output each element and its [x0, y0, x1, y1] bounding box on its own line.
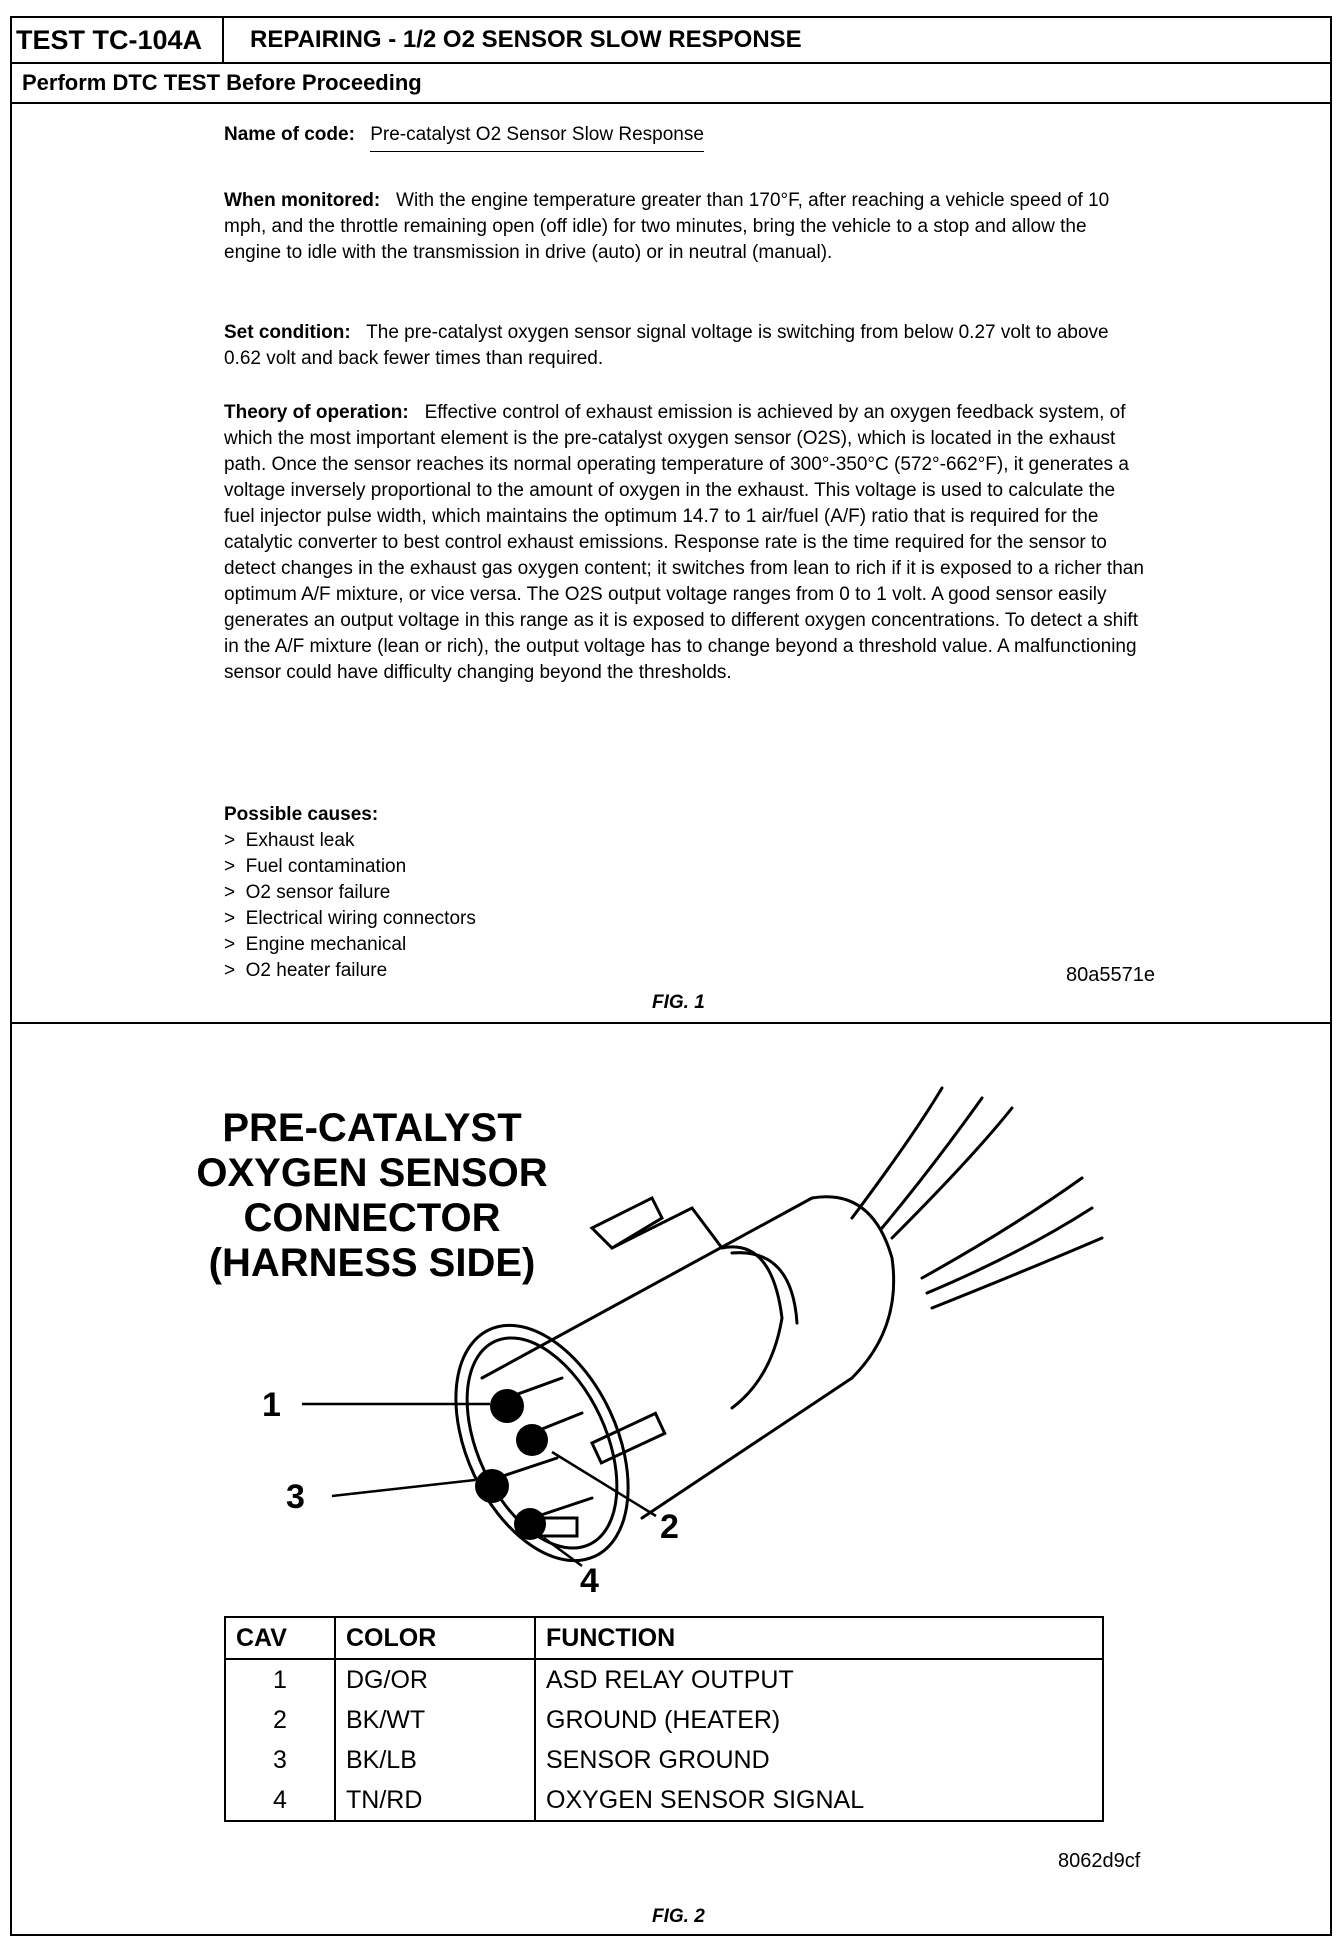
connector-drawing — [262, 1078, 1122, 1600]
set-condition-text: The pre-catalyst oxygen sensor signal voltage is switching from below 0.27 volt to above 0.62 volt and back fewer times than required. — [224, 322, 1109, 369]
table-row — [225, 1700, 1103, 1740]
when-monitored-paragraph — [224, 188, 1144, 266]
code-name-value: Pre-catalyst O2 Sensor Slow Response — [370, 122, 704, 152]
cav-cell: 1 — [225, 1659, 335, 1700]
list-item: > Electrical wiring connectors — [224, 906, 1144, 932]
figure-caption: FIG. 1 — [652, 992, 705, 1013]
pin-tube — [497, 1458, 557, 1478]
connector-collar — [722, 1247, 782, 1408]
set-condition-label: Set condition: — [224, 322, 351, 343]
diagram-title-line: PRE-CATALYST — [222, 1106, 522, 1150]
table-row — [225, 1780, 1103, 1821]
wire-line — [927, 1208, 1092, 1293]
test-id: TEST TC-104A — [12, 18, 224, 62]
list-item: > Engine mechanical — [224, 932, 1144, 958]
function-cell: OXYGEN SENSOR SIGNAL — [535, 1780, 1103, 1821]
function-cell: GROUND (HEATER) — [535, 1700, 1103, 1740]
table-row — [225, 1659, 1103, 1700]
when-monitored-text: With the engine temperature greater than 170°F, after reaching a vehicle speed of 10 mph, and the throttle remaining open (off idle) for two minutes, bring the vehicle to a stop and allow the engine to idle with the transmission in drive (auto) or in neutral (manual). — [224, 190, 1110, 263]
diagram-title-line: OXYGEN SENSOR — [196, 1151, 548, 1195]
diagram-title-line: (HARNESS SIDE) — [208, 1241, 536, 1285]
wire-line — [852, 1088, 942, 1218]
color-cell: TN/RD — [335, 1780, 535, 1821]
cav-cell: 3 — [225, 1740, 335, 1780]
theory-paragraph — [224, 400, 1144, 686]
function-cell: SENSOR GROUND — [535, 1740, 1103, 1780]
wire-line — [882, 1098, 982, 1228]
code-name-paragraph — [224, 122, 1144, 152]
callout-4: 4 — [580, 1562, 599, 1600]
figure-code: 80a5571e — [1066, 964, 1155, 986]
causes-list — [224, 828, 1144, 984]
figure-code: 8062d9cf — [1058, 1850, 1141, 1872]
color-cell: DG/OR — [335, 1659, 535, 1700]
service-page — [10, 16, 1332, 1936]
connector-latch — [612, 1208, 722, 1248]
theory-text: Effective control of exhaust emission is achieved by an oxygen feedback system, of which the most important element is the pre-catalyst oxygen sensor (O2S), which is located in the exhaust path. Once the sensor reaches its normal operating temperature of 300°-350°C (572°-662°F), it generates a voltage inversely proportional to the amount of oxygen in the exhaust. This voltage is used to calculate the fuel injector pulse width, which maintains the optimum 14.7 to 1 air/fuel (A/F) ratio that is required for the catalytic converter to best control exhaust emissions. Response rate is the time required for the sensor to detect changes in the exhaust gas oxygen content; it switches from lean to rich if it is exposed to a richer than optimum A/F mixture, or vice versa. The O2S output voltage ranges from 0 to 1 volt. A good sensor easily generates an output voltage in this range as it is exposed to different oxygen concentrations. To detect a shift in the A/F mixture (lean or rich), the output voltage has to change beyond a threshold value. A malfunctioning sensor could have difficulty changing beyond the thresholds. — [224, 402, 1144, 683]
pin-3 — [475, 1469, 509, 1503]
table-row — [225, 1740, 1103, 1780]
diagram-title-line: CONNECTOR — [243, 1196, 501, 1240]
callout-2: 2 — [660, 1508, 679, 1546]
list-item: > Fuel contamination — [224, 854, 1144, 880]
set-condition-paragraph — [224, 320, 1144, 372]
list-item: > O2 heater failure — [224, 958, 1144, 984]
cav-cell: 2 — [225, 1700, 335, 1740]
pinout-table — [224, 1616, 1104, 1822]
wire-line — [892, 1108, 1012, 1238]
cav-cell: 4 — [225, 1780, 335, 1821]
callout-1: 1 — [262, 1386, 281, 1424]
pin-2 — [516, 1424, 548, 1456]
pin-4 — [514, 1508, 546, 1540]
color-cell: BK/LB — [335, 1740, 535, 1780]
pin-1 — [490, 1389, 524, 1423]
callout-3: 3 — [286, 1478, 305, 1516]
possible-causes-label: Possible causes: — [224, 804, 379, 825]
page-title: REPAIRING - 1/2 O2 SENSOR SLOW RESPONSE — [250, 26, 802, 53]
wire-line — [932, 1238, 1102, 1308]
column-header-cav: CAV — [225, 1617, 335, 1659]
table-header-row — [225, 1617, 1103, 1659]
column-header-function: FUNCTION — [535, 1617, 1103, 1659]
column-header-color: COLOR — [335, 1617, 535, 1659]
page-subtitle: Perform DTC TEST Before Proceeding — [12, 64, 1330, 104]
callout-leader-3 — [332, 1480, 475, 1496]
theory-label: Theory of operation: — [224, 402, 409, 423]
list-item: > O2 sensor failure — [224, 880, 1144, 906]
callout-leader-4 — [544, 1538, 582, 1566]
code-name-label: Name of code: — [224, 124, 355, 145]
function-cell: ASD RELAY OUTPUT — [535, 1659, 1103, 1700]
header-bar — [12, 18, 1330, 64]
possible-causes — [224, 802, 1144, 984]
connector-body — [482, 1197, 894, 1518]
list-item: > Exhaust leak — [224, 828, 1144, 854]
figure-divider — [12, 1022, 1330, 1024]
when-monitored-label: When monitored: — [224, 190, 381, 211]
figure-caption: FIG. 2 — [652, 1906, 705, 1927]
color-cell: BK/WT — [335, 1700, 535, 1740]
